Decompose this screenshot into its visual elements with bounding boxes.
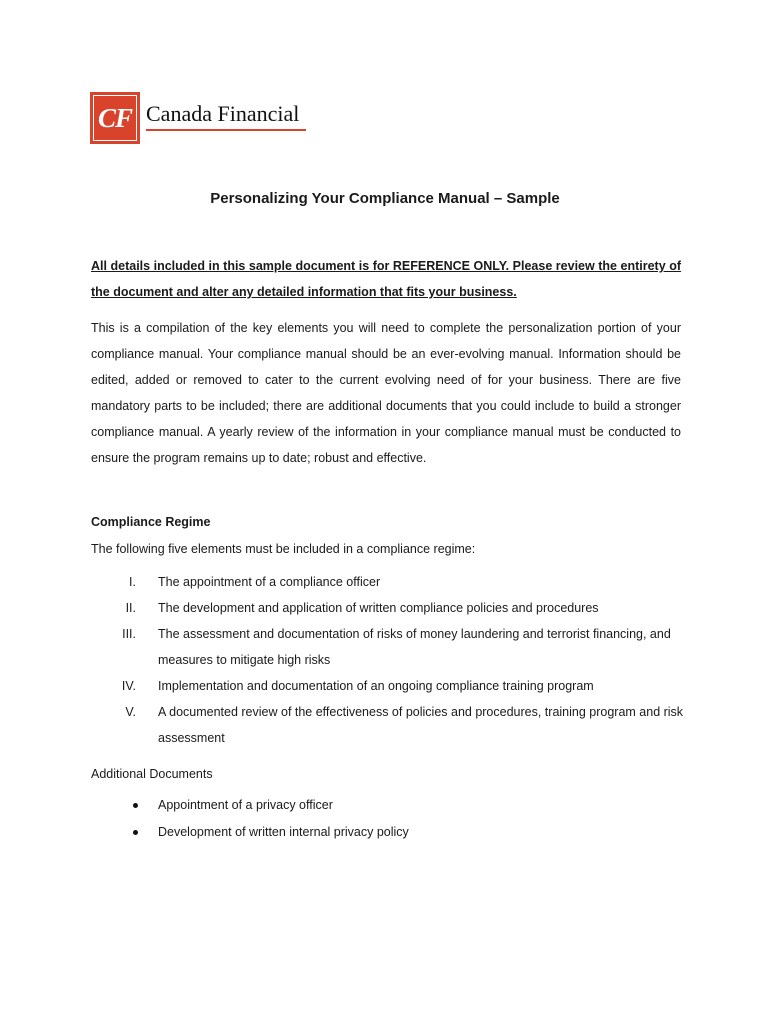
list-item-text: A documented review of the effectiveness of policies and procedures, training program and risk assessment: [158, 705, 684, 745]
list-item: [91, 792, 691, 819]
list-item-text: Implementation and documentation of an ongoing compliance training program: [158, 679, 594, 693]
list-item-text: Development of written internal privacy policy: [158, 825, 409, 839]
logo-company-name: Canada Financial: [146, 101, 300, 126]
list-numeral: IV.: [121, 679, 136, 693]
additional-documents-heading: Additional Documents: [91, 767, 213, 781]
bullet-icon: [133, 830, 138, 835]
list-item: [91, 819, 691, 846]
list-item: [91, 621, 691, 673]
disclaimer-paragraph: All details included in this sample document is for REFERENCE ONLY. Please review the entirety of the document and alter any detailed information that fits your business.: [91, 259, 681, 299]
bullet-icon: [133, 803, 138, 808]
list-numeral: I.: [129, 575, 136, 589]
logo-mark: [90, 92, 140, 144]
list-item: [91, 699, 691, 751]
document-title: Personalizing Your Compliance Manual – Sample: [210, 190, 560, 207]
list-item-text: The assessment and documentation of risks of money laundering and terrorist financing, and measures to mitigate high risks: [158, 627, 671, 667]
company-logo: [90, 92, 310, 148]
list-item: [91, 595, 691, 621]
logo-underline: [146, 129, 306, 131]
additional-documents-list: [91, 792, 691, 846]
compliance-regime-heading: Compliance Regime: [91, 515, 211, 529]
list-numeral: II.: [125, 601, 136, 615]
list-item-text: Appointment of a privacy officer: [158, 798, 333, 812]
compliance-regime-lead: The following five elements must be included in a compliance regime:: [91, 542, 476, 556]
list-item: [91, 569, 691, 595]
list-item: [91, 673, 691, 699]
list-numeral: V.: [125, 705, 136, 719]
list-item-text: The appointment of a compliance officer: [158, 575, 381, 589]
intro-paragraph: This is a compilation of the key elements you will need to complete the personalization portion of your compliance manual. Your compliance manual should be an ever-evolving manual. Information should be edited, added or removed to cater to the current evolving need of for your business. There are five mandatory parts to be included; there are additional documents that you could include to build a stronger compliance manual. A yearly review of the information in your compliance manual must be conducted to ensure the program remains up to date; robust and effective.: [91, 321, 681, 465]
compliance-elements-list: [91, 569, 691, 751]
list-numeral: III.: [122, 627, 136, 641]
list-item-text: The development and application of written compliance policies and procedures: [158, 601, 599, 615]
logo-initials: CF: [93, 95, 137, 141]
